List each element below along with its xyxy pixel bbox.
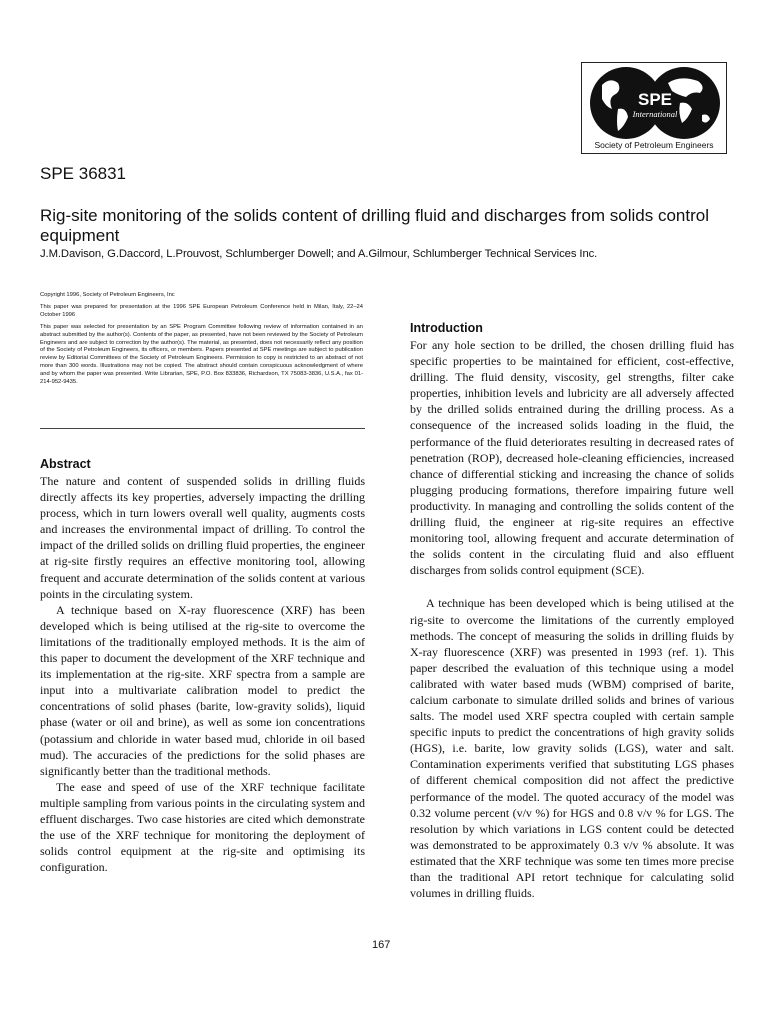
- paper-title: Rig-site monitoring of the solids content of drilling fluid and discharges from solids control equipment: [40, 206, 709, 245]
- permission-paragraph: This paper was selected for presentation by an SPE Program Committee following review of information contained in an abstract submitted by the author(s). Contents of the paper, as presented, have not been reviewed by the Society of Petroleum Engineers and are subject to correction by the author(s). The material, as presented, does not necessarily reflect any position of the Society of Petroleum Engineers, its officers, or members. Papers presented at SPE meetings are subject to publication review by Editorial Committees of the Society of Petroleum Engineers. Permission to copy is restricted to an abstract of not more than 300 words. Illustrations may not be copied. The abstract should contain conspicuous acknowledgment of where and by whom the paper was presented. Write Librarian, SPE, P.O. Box 833836, Richardson, TX 75083-3836, U.S.A., fax 01-214-952-9435.: [40, 323, 363, 386]
- copyright-line: Copyright 1996, Society of Petroleum Engineers, Inc: [40, 292, 175, 298]
- abstract-heading: Abstract: [40, 457, 91, 471]
- abstract-section: [40, 456, 365, 875]
- conference-line: This paper was prepared for presentation at the 1996 SPE European Petroleum Conference held in Milan, Italy, 22–24 October 1996: [40, 303, 363, 318]
- globe-icon: [588, 65, 722, 141]
- page-number: 167: [372, 939, 391, 951]
- introduction-heading: Introduction: [410, 321, 483, 335]
- introduction-section: [410, 320, 734, 901]
- logo-text-spe: SPE: [637, 90, 673, 109]
- introduction-paragraph-2: A technique has been developed which is being utilised at the rig-site to overcome the limitations of the currently employed methods. The concept of measuring the solids in drilling fluids by X-ray fluorescence (XRF) was presented in 1993 (ref. 1). This paper described the evaluation of this technique using a model calibrated with water based muds (WBM) comprised of barite, calcium carbonate to simulate drilled solids and brines of various salts. The model used XRF spectra coupled with certain sample specific inputs to predict the concentrations of high gravity solids (HGS), i.e. barite, low gravity solids (LGS), water and salt. Contamination experiments verified that substituting LGS phases of different chemical composition did not affect the predictive performance of the model. The quoted accuracy of the model was 0.32 volume percent (v/v %) for HGS and 0.8 v/v % for LGS. The resolution by which variations in LGS content could be detected was demonstrated to be approximately 0.3 v/v % absolute. It was estimated that the XRF technique was some ten times more precise than the traditional API retort technique for calculating solid volumes in drilling fluids.: [410, 596, 734, 901]
- abstract-paragraph-3: The ease and speed of use of the XRF technique facilitate multiple sampling from various points in the circulating system and effluent discharges. Two case histories are cited which demonstrate the use of the XRF technique for monitoring the deployment of solids control equipment at the rig-site and optimising its configuration.: [40, 779, 365, 875]
- abstract-paragraph-1: The nature and content of suspended solids in drilling fluids directly affects its key properties, adversely impacting the drilling process, which in turn lowers overall well quality, augments costs and increases the environmental impact of drilling. To control the impact of the drilled solids on drilling fluid properties, the engineer at rig-site firstly requires an effective monitoring tool, allowing frequent and accurate determination of the solids content at various points in the circulating system.: [40, 474, 365, 601]
- logo-text-international: International: [632, 109, 678, 119]
- copyright-divider: [40, 428, 365, 429]
- logo-caption: Society of Petroleum Engineers: [594, 140, 714, 150]
- paper-number: SPE 36831: [40, 164, 127, 183]
- authors-line: J.M.Davison, G.Daccord, L.Prouvost, Schlumberger Dowell; and A.Gilmour, Schlumberger Technical Services Inc.: [40, 248, 598, 260]
- spe-logo: [581, 62, 727, 154]
- copyright-notice: [40, 292, 363, 391]
- introduction-paragraph-1: For any hole section to be drilled, the chosen drilling fluid has specific properties to be maintained for efficient, cost-effective, drilling. The fluid density, viscosity, gel strengths, filter cake properties, inhibition levels and lubricity are all adversely affected by the drilled solids entrained during the drilling process. As a consequence of the increased solids loading in the fluid, the performance of the fluid deteriorates resulting in decreased rates of penetration (ROP), decreased hole-cleaning efficiencies, increased chance of differential sticking and increasing the chance of solids plugging producing formations, therefore impairing future well productivity. In managing and controlling the solids content of the drilling fluid, the engineer at rig-site requires an effective monitoring tool, allowing frequent and accurate determination of the solids content in the circulating fluid and also effluent discharges from solids control equipment (SCE).: [410, 338, 734, 578]
- abstract-paragraph-2: A technique based on X-ray fluorescence (XRF) has been developed which is being utilised at the rig-site to overcome the limitations of the traditionally employed methods. It is the aim of this paper to document the development of the XRF technique and its implementation at the rig-site. XRF spectra from a sample are input into a multivariate calibration model to predict the concentrations of solid phases (barite, low-gravity solids), liquid phase (water or oil and brine), as well as some ion concentrations (potassium and chloride in water based mud, chloride in oil based mud). The accuracies of the predictions for the solid phases are significantly better than the traditional methods.: [40, 602, 365, 778]
